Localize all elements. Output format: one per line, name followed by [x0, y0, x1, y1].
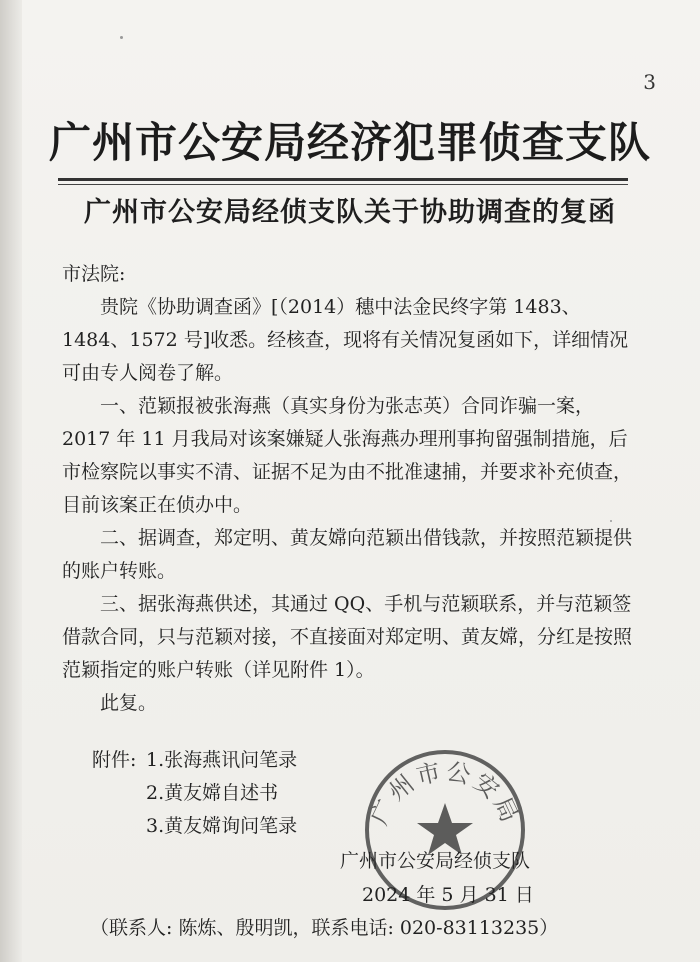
paragraph-intro: 贵院《协助调查函》[（2014）穗中法金民终字第 1483、1484、1572 号]收悉。经核查，现将有关情况复函如下，详细情况可由专人阅卷了解。	[62, 296, 629, 384]
signer-name: 广州市公安局经侦支队	[340, 850, 531, 872]
salutation: 市法院:	[62, 263, 126, 285]
attachment-item: 3.黄友嫦询问笔录	[146, 815, 298, 837]
closing: 此复。	[100, 692, 158, 714]
attachment-item: 2.黄友嫦自述书	[146, 782, 279, 804]
letter-body	[62, 258, 632, 720]
signature-date: 2024 年 5 月 31 日	[362, 884, 534, 906]
document-title: 广州市公安局经侦支队关于协助调查的复函	[84, 197, 616, 228]
title-rule-thin	[58, 184, 628, 185]
title-rule-thick	[58, 178, 628, 181]
organization-title: 广州市公安局经济犯罪侦查支队	[48, 118, 651, 167]
paragraph-2: 二、据调查，郑定明、黄友嫦向范颖出借钱款，并按照范颖提供的账户转账。	[62, 527, 633, 582]
page-number: 3	[643, 70, 656, 94]
attachments-list	[92, 744, 297, 843]
paragraph-1: 一、范颖报被张海燕（真实身份为张志英）合同诈骗一案，2017 年 11 月我局对该案嫌疑人张海燕办理刑事拘留强制措施，后市检察院以事实不清、证据不足为由不批准逮捕，并要求补充侦查，目前该案正在侦办中。	[62, 395, 633, 516]
scan-speck	[610, 520, 612, 522]
scan-speck	[120, 36, 123, 39]
paragraph-3: 三、据张海燕供述，其通过 QQ、手机与范颖联系，并与范颖签借款合同，只与范颖对接，不直接面对郑定明、黄友嫦，分红是按照范颖指定的账户转账（详见附件 1）。	[62, 593, 633, 681]
seal-text: 广州市公安局	[365, 757, 525, 830]
attachments-label: 附件:	[92, 749, 137, 771]
attachment-item: 1.张海燕讯问笔录	[146, 749, 298, 771]
contact-line: （联系人: 陈炼、殷明凯，联系电话: 020-83113235）	[90, 917, 559, 939]
